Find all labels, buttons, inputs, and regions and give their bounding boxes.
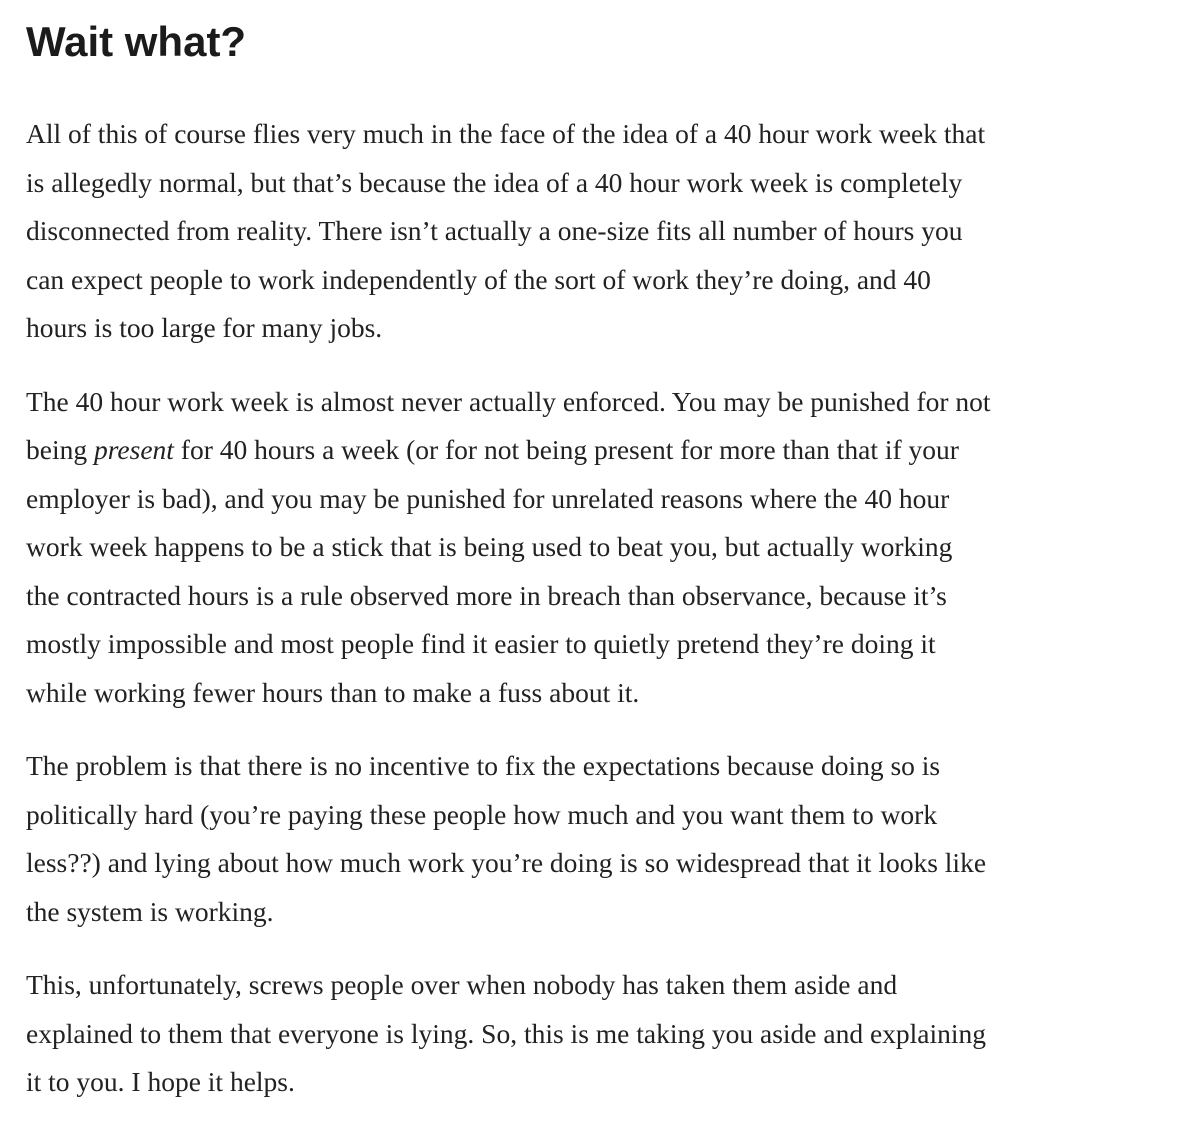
paragraph-2 bbox=[26, 378, 1186, 718]
paragraph-line: The 40 hour work week is almost never actually enforced. You may be punished for not bbox=[26, 385, 991, 417]
paragraph-line: politically hard (you’re paying these people how much and you want them to work bbox=[26, 798, 938, 830]
paragraph-line: while working fewer hours than to make a fuss about it. bbox=[26, 676, 640, 708]
paragraph-line: the system is working. bbox=[26, 895, 274, 927]
paragraph-line: All of this of course flies very much in the face of the idea of a 40 hour work week that bbox=[26, 118, 986, 149]
paragraph-1 bbox=[26, 110, 1186, 353]
paragraph-4 bbox=[26, 961, 1186, 1107]
paragraph-line: hours is too large for many jobs. bbox=[26, 312, 383, 343]
paragraph-line: mostly impossible and most people find it easier to quietly pretend they’re doing it bbox=[26, 628, 936, 659]
paragraph-line: can expect people to work independently of the sort of work they’re doing, and 40 bbox=[26, 263, 931, 295]
line-rest: for 40 hours a week (or for not being present for more than that if your bbox=[180, 434, 959, 465]
paragraph-line: it to you. I hope it helps. bbox=[26, 1066, 295, 1097]
article bbox=[26, 10, 1186, 1132]
paragraph-line: the contracted hours is a rule observed more in breach than observance, because it’s bbox=[26, 579, 947, 611]
paragraph-line: employer is bad), and you may be punished for unrelated reasons where the 40 hour bbox=[26, 482, 950, 514]
paragraph-line: is allegedly normal, but that’s because the idea of a 40 hour work week is completely bbox=[26, 166, 963, 198]
paragraph-line: work week happens to be a stick that is being used to beat you, but actually working bbox=[26, 531, 953, 562]
paragraph-3 bbox=[26, 742, 1186, 936]
section-heading: Wait what? bbox=[26, 18, 247, 65]
paragraph-line-with-emphasis bbox=[26, 426, 1186, 475]
paragraph-line: explained to them that everyone is lying. So, this is me taking you aside and explaining bbox=[26, 1017, 987, 1049]
line-prefix: being bbox=[26, 434, 94, 465]
paragraph-line: This, unfortunately, screws people over when nobody has taken them aside and bbox=[26, 969, 898, 1000]
emphasis-text: present bbox=[93, 434, 174, 465]
paragraph-line: disconnected from reality. There isn’t actually a one-size fits all number of hours you bbox=[26, 215, 963, 246]
line-space bbox=[174, 434, 181, 465]
paragraph-line: less??) and lying about how much work you’re doing is so widespread that it looks like bbox=[26, 847, 987, 878]
paragraph-line: The problem is that there is no incentive to fix the expectations because doing so is bbox=[26, 750, 941, 781]
